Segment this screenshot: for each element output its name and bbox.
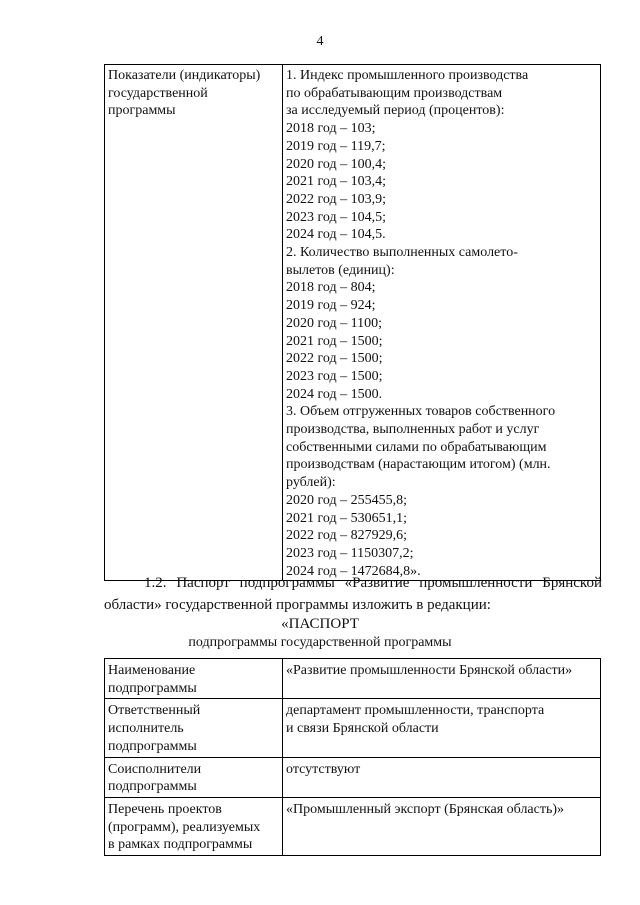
value-cell	[283, 757, 601, 797]
value-cell	[283, 659, 601, 699]
value-line: 2023 год – 1500;	[286, 368, 383, 384]
label-line: подпрограммы	[108, 779, 197, 795]
indicators-label-cell	[105, 65, 283, 581]
value-line: 2018 год – 804;	[286, 280, 376, 296]
value-line: отсутствуют	[286, 761, 361, 777]
value-cell	[283, 797, 601, 855]
value-line: 2. Количество выполненных самолето-	[286, 245, 518, 261]
value-line: 2020 год – 1100;	[286, 315, 382, 331]
value-line: 2018 год – 103;	[286, 121, 376, 137]
label-line: Перечень проектов	[108, 801, 222, 817]
page-number: 4	[316, 34, 324, 49]
value-line: вылетов (единиц):	[286, 262, 395, 278]
indicators-table	[104, 64, 601, 581]
value-line: и связи Брянской области	[286, 721, 439, 737]
table-row	[105, 699, 601, 757]
value-line: производства, выполненных работ и услуг	[286, 422, 540, 438]
value-line: производствам (нарастающим итогом) (млн.	[286, 457, 551, 473]
paragraph-line: 1.2. Паспорт подпрограммы «Развитие промышленности Брянской	[144, 575, 602, 591]
value-line: 2021 год – 1500;	[286, 333, 383, 349]
value-line: 2022 год – 103,9;	[286, 191, 387, 207]
table-row	[105, 757, 601, 797]
value-line: собственными силами по обрабатывающим	[286, 439, 547, 455]
passport-table	[104, 658, 601, 856]
value-line: 2019 год – 924;	[286, 298, 376, 314]
label-line: (программ), реализуемых	[108, 819, 261, 835]
value-line: департамент промышленности, транспорта	[286, 703, 545, 719]
value-line: 3. Объем отгруженных товаров собственного	[286, 404, 556, 420]
value-line: за исследуемый период (процентов):	[286, 103, 505, 119]
value-line: 2023 год – 104,5;	[286, 209, 387, 225]
value-line: 2020 год – 255455,8;	[286, 492, 408, 508]
label-cell	[105, 699, 283, 757]
label-line: Ответственный	[108, 703, 201, 719]
amendment-paragraph	[104, 572, 602, 616]
label-cell	[105, 797, 283, 855]
value-line: 2021 год – 103,4;	[286, 174, 387, 190]
label-line: Наименование	[108, 663, 196, 678]
table-row	[105, 797, 601, 855]
value-line: 2024 год – 1472684,8».	[286, 563, 421, 579]
label-cell	[105, 659, 283, 699]
paragraph-line: области» государственной программы изложить в редакции:	[104, 597, 491, 613]
label-line: программы	[108, 103, 176, 119]
value-line: 2023 год – 1150307,2;	[286, 545, 414, 561]
label-cell	[105, 757, 283, 797]
value-line: рублей):	[286, 475, 336, 491]
table-row	[105, 65, 601, 581]
value-line: 2022 год – 1500;	[286, 351, 383, 367]
value-line: 2020 год – 100,4;	[286, 156, 387, 172]
label-line: Показатели (индикаторы)	[108, 68, 261, 83]
passport-title: «ПАСПОРТ	[281, 616, 359, 632]
value-line: «Промышленный экспорт (Брянская область)»	[286, 801, 565, 817]
value-line: по обрабатывающим производствам	[286, 85, 503, 101]
value-line: 2024 год – 1500.	[286, 386, 383, 402]
passport-subtitle: подпрограммы государственной программы	[188, 635, 452, 650]
label-line: подпрограммы	[108, 680, 197, 696]
value-line: 2022 год – 827929,6;	[286, 528, 408, 544]
label-line: в рамках подпрограммы	[108, 837, 253, 853]
label-line: Соисполнители	[108, 761, 202, 777]
label-line: исполнитель	[108, 721, 184, 737]
value-cell	[283, 699, 601, 757]
label-line: государственной	[108, 85, 208, 101]
value-line: «Развитие промышленности Брянской области»	[286, 663, 573, 678]
value-line: 2019 год – 119,7;	[286, 138, 386, 154]
value-line: 1. Индекс промышленного производства	[286, 68, 529, 83]
indicators-value-cell	[283, 65, 601, 581]
value-line: 2024 год – 104,5.	[286, 227, 386, 243]
label-line: подпрограммы	[108, 738, 197, 754]
table-row	[105, 659, 601, 699]
value-line: 2021 год – 530651,1;	[286, 510, 408, 526]
